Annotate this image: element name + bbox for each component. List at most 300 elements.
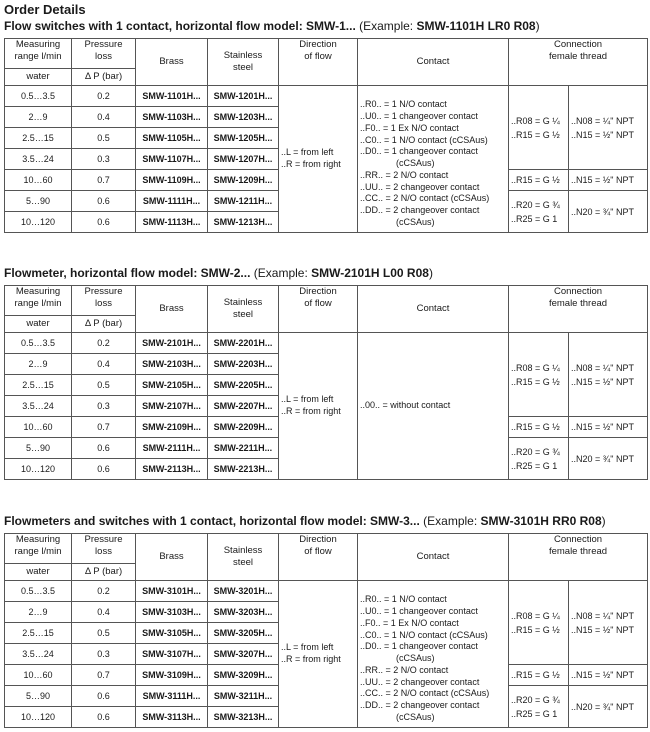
header-text: Stainless — [223, 545, 263, 556]
cell-brass-model — [136, 107, 208, 128]
cell-connection-g — [509, 686, 569, 728]
cell-connection-npt — [569, 686, 648, 728]
model-code: SMW-3101H... — [142, 586, 201, 596]
cell-pressure-loss — [72, 149, 136, 170]
model-code: SMW-2103H... — [142, 359, 201, 369]
section-title-text: Flowmeter, horizontal flow model: SMW-2... — [4, 266, 251, 280]
connection-text: ..N20 = ¾" NPT — [571, 701, 634, 712]
cell-connection-npt — [569, 333, 648, 417]
cell-brass-model — [136, 191, 208, 212]
dp-value: 0.4 — [97, 112, 110, 122]
header-text: female thread — [548, 546, 608, 557]
direction-text: ..L = from left — [281, 394, 334, 405]
cell-range — [5, 644, 72, 665]
model-code: SMW-2201H... — [213, 338, 273, 348]
header-contact — [358, 286, 509, 333]
cell-range — [5, 107, 72, 128]
dp-value: 0.5 — [97, 380, 110, 390]
contact-text: ..D0.. = 1 changeover contact — [360, 641, 478, 652]
header-delta-p — [72, 69, 136, 86]
direction-text: ..R = from right — [281, 654, 341, 664]
range-value: 10…120 — [20, 712, 56, 722]
contact-text: ..DD.. = 2 changeover contact — [360, 700, 480, 711]
cell-range — [5, 686, 72, 707]
cell-stainless-model — [208, 644, 279, 665]
example-label: (Example: — [419, 514, 481, 528]
dp-value: 0.7 — [97, 422, 110, 432]
dp-value: 0.2 — [97, 586, 110, 596]
contact-text: ..R0.. = 1 N/O contact — [360, 594, 447, 605]
header-direction — [279, 534, 358, 581]
range-value: 2.5…15 — [22, 133, 54, 143]
cell-pressure-loss — [72, 191, 136, 212]
direction-text: ..L = from left — [281, 147, 334, 158]
header-direction — [279, 286, 358, 333]
dp-value: 0.6 — [97, 443, 110, 453]
cell-range — [5, 375, 72, 396]
cell-brass-model — [136, 459, 208, 480]
model-code: SMW-2203H... — [213, 359, 273, 369]
model-code: SMW-2207H... — [213, 401, 273, 411]
model-code: SMW-3103H... — [142, 607, 201, 617]
header-text: Contact — [416, 551, 450, 562]
cell-stainless-model — [208, 212, 279, 233]
connection-text: ..R25 = G 1 — [511, 708, 558, 719]
cell-stainless-model — [208, 459, 279, 480]
connection-text: ..R15 = G ½ — [511, 624, 560, 635]
header-text: loss — [95, 546, 112, 557]
model-code: SMW-2111H... — [142, 443, 201, 453]
connection-text: ..R20 = G ¾ — [511, 694, 560, 705]
model-code: SMW-2211H... — [213, 443, 273, 453]
cell-range — [5, 665, 72, 686]
header-text: loss — [95, 51, 112, 62]
connection-text: ..R15 = G ½ — [511, 175, 560, 185]
model-code: SMW-1201H... — [213, 91, 273, 101]
header-text: Stainless — [223, 297, 263, 308]
model-code: SMW-3105H... — [142, 628, 201, 638]
header-text: of flow — [304, 546, 332, 557]
header-text: Δ P (bar) — [84, 566, 123, 577]
connection-text: ..N15 = ½" NPT — [571, 175, 634, 185]
dp-value: 0.3 — [97, 154, 110, 164]
cell-connection-g — [509, 333, 569, 417]
header-text: Measuring — [15, 39, 61, 50]
cell-range — [5, 333, 72, 354]
model-code: SMW-1209H... — [213, 175, 273, 185]
connection-text: ..N15 = ½" NPT — [571, 670, 634, 680]
header-text: female thread — [548, 298, 608, 309]
direction-text: ..L = from left — [281, 642, 334, 653]
example-label: (Example: — [355, 19, 417, 33]
header-water — [5, 564, 72, 581]
cell-range — [5, 581, 72, 602]
cell-pressure-loss — [72, 396, 136, 417]
contact-text: ..U0.. = 1 changeover contact — [360, 605, 478, 616]
header-brass — [136, 534, 208, 581]
header-text: range l/min — [14, 298, 62, 309]
cell-stainless-model — [208, 602, 279, 623]
header-stainless — [208, 39, 279, 86]
cell-stainless-model — [208, 107, 279, 128]
header-text: Measuring — [15, 286, 61, 297]
contact-text: ..R0.. = 1 N/O contact — [360, 99, 447, 110]
header-text: Brass — [159, 56, 184, 67]
dp-value: 0.3 — [97, 649, 110, 659]
header-brass — [136, 286, 208, 333]
cell-brass-model — [136, 354, 208, 375]
contact-text: (cCSAus) — [396, 712, 435, 723]
cell-pressure-loss — [72, 602, 136, 623]
cell-stainless-model — [208, 149, 279, 170]
cell-brass-model — [136, 686, 208, 707]
model-code: SMW-1111H... — [142, 196, 201, 206]
section-title-text: Flow switches with 1 contact, horizontal flow model: SMW-1... — [4, 19, 356, 33]
cell-stainless-model — [208, 623, 279, 644]
header-stainless — [208, 534, 279, 581]
dp-value: 0.5 — [97, 133, 110, 143]
header-measuring-range — [5, 39, 72, 69]
cell-stainless-model — [208, 581, 279, 602]
header-text: Connection — [553, 39, 603, 50]
cell-brass-model — [136, 707, 208, 728]
cell-connection-npt — [569, 191, 648, 233]
contact-text: ..D0.. = 1 changeover contact — [360, 146, 478, 157]
header-pressure-loss — [72, 286, 136, 316]
header-pressure-loss — [72, 39, 136, 69]
header-delta-p — [72, 316, 136, 333]
cell-pressure-loss — [72, 644, 136, 665]
cell-pressure-loss — [72, 212, 136, 233]
table-flowmeters-switches — [4, 533, 647, 728]
table-flow-switches — [4, 38, 647, 233]
model-code: SMW-1113H... — [142, 217, 201, 227]
cell-brass-model — [136, 644, 208, 665]
range-value: 2.5…15 — [22, 628, 54, 638]
range-value: 0.5…3.5 — [20, 586, 56, 596]
example-code: SMW-3101H RR0 R08 — [480, 514, 602, 528]
cell-connection-g — [509, 438, 569, 480]
model-code: SMW-3211H... — [213, 691, 273, 701]
header-text: Direction — [299, 286, 337, 297]
connection-text: ..N15 = ½" NPT — [571, 376, 634, 387]
cell-range — [5, 623, 72, 644]
cell-connection-npt — [569, 581, 648, 665]
connection-text: ..N20 = ¾" NPT — [571, 453, 634, 464]
header-water — [5, 69, 72, 86]
range-value: 10…60 — [23, 422, 53, 432]
model-code: SMW-3205H... — [213, 628, 273, 638]
model-code: SMW-3209H... — [213, 670, 273, 680]
model-code: SMW-3111H... — [142, 691, 201, 701]
contact-text: ..U0.. = 1 changeover contact — [360, 110, 478, 121]
cell-stainless-model — [208, 438, 279, 459]
cell-contact — [358, 86, 509, 233]
header-contact — [358, 39, 509, 86]
cell-brass-model — [136, 417, 208, 438]
cell-pressure-loss — [72, 686, 136, 707]
cell-stainless-model — [208, 686, 279, 707]
connection-text: ..R08 = G ¼ — [511, 362, 560, 373]
cell-pressure-loss — [72, 107, 136, 128]
header-text: Δ P (bar) — [84, 71, 123, 82]
header-text: female thread — [548, 51, 608, 62]
contact-text: ..F0.. = 1 Ex N/O contact — [360, 122, 459, 133]
contact-text: ..CC.. = 2 N/O contact (cCSAus) — [360, 688, 490, 699]
model-code: SMW-1101H... — [142, 91, 201, 101]
header-text: loss — [95, 298, 112, 309]
cell-brass-model — [136, 86, 208, 107]
header-text: water — [26, 566, 50, 577]
cell-range — [5, 212, 72, 233]
cell-range — [5, 170, 72, 191]
header-contact — [358, 534, 509, 581]
model-code: SMW-2209H... — [213, 422, 273, 432]
header-text: Brass — [159, 303, 184, 314]
header-measuring-range — [5, 286, 72, 316]
connection-text: ..R20 = G ¾ — [511, 199, 560, 210]
header-pressure-loss — [72, 534, 136, 564]
header-stainless — [208, 286, 279, 333]
contact-text: ..RR.. = 2 N/O contact — [360, 169, 449, 180]
model-code: SMW-2101H... — [142, 338, 201, 348]
header-text: Pressure — [84, 534, 123, 545]
model-code: SMW-1107H... — [142, 154, 201, 164]
cell-connection-npt — [569, 438, 648, 480]
model-code: SMW-1211H... — [213, 196, 273, 206]
model-code: SMW-1109H... — [142, 175, 201, 185]
cell-pressure-loss — [72, 438, 136, 459]
cell-stainless-model — [208, 191, 279, 212]
contact-text: (cCSAus) — [396, 158, 435, 169]
header-connection — [509, 39, 648, 86]
connection-text: ..R08 = G ¼ — [511, 115, 560, 126]
cell-connection-g — [509, 191, 569, 233]
connection-text: ..N15 = ½" NPT — [571, 624, 634, 635]
dp-value: 0.5 — [97, 628, 110, 638]
dp-value: 0.4 — [97, 607, 110, 617]
dp-value: 0.2 — [97, 338, 110, 348]
cell-connection-npt — [569, 86, 648, 170]
contact-text: ..C0.. = 1 N/O contact (cCSAus) — [360, 134, 488, 145]
range-value: 5…90 — [25, 691, 51, 701]
contact-text: ..00.. = without contact — [360, 400, 451, 411]
dp-value: 0.3 — [97, 401, 110, 411]
range-value: 10…120 — [20, 464, 56, 474]
cell-pressure-loss — [72, 417, 136, 438]
header-direction — [279, 39, 358, 86]
cell-brass-model — [136, 396, 208, 417]
contact-text: ..F0.. = 1 Ex N/O contact — [360, 617, 459, 628]
connection-text: ..R08 = G ¼ — [511, 610, 560, 621]
range-value: 3.5…24 — [22, 401, 54, 411]
model-code: SMW-3113H... — [142, 712, 201, 722]
cell-stainless-model — [208, 354, 279, 375]
section-title-flowmeters-switches — [4, 514, 606, 528]
cell-pressure-loss — [72, 459, 136, 480]
model-code: SMW-1105H... — [142, 133, 201, 143]
cell-stainless-model — [208, 665, 279, 686]
model-code: SMW-2113H... — [142, 464, 201, 474]
dp-value: 0.7 — [97, 670, 110, 680]
header-text: range l/min — [14, 51, 62, 62]
header-text: Measuring — [15, 534, 61, 545]
cell-brass-model — [136, 170, 208, 191]
contact-text: ..C0.. = 1 N/O contact (cCSAus) — [360, 629, 488, 640]
header-text: Connection — [553, 286, 603, 297]
range-value: 5…90 — [25, 443, 51, 453]
cell-range — [5, 438, 72, 459]
cell-brass-model — [136, 602, 208, 623]
connection-text: ..R15 = G ½ — [511, 129, 560, 140]
range-value: 0.5…3.5 — [20, 91, 56, 101]
header-water — [5, 316, 72, 333]
cell-pressure-loss — [72, 581, 136, 602]
header-text: Connection — [553, 534, 603, 545]
cell-stainless-model — [208, 128, 279, 149]
cell-pressure-loss — [72, 375, 136, 396]
connection-text: ..N08 = ¼" NPT — [571, 610, 634, 621]
header-text: of flow — [304, 51, 332, 62]
page-title: Order Details — [4, 2, 86, 17]
header-delta-p — [72, 564, 136, 581]
cell-range — [5, 191, 72, 212]
range-value: 10…60 — [23, 175, 53, 185]
header-text: Contact — [416, 303, 450, 314]
model-code: SMW-3213H... — [213, 712, 273, 722]
cell-range — [5, 707, 72, 728]
header-text: Stainless — [223, 50, 263, 61]
cell-pressure-loss — [72, 170, 136, 191]
cell-stainless-model — [208, 707, 279, 728]
header-text: range l/min — [14, 546, 62, 557]
cell-direction — [279, 333, 358, 480]
connection-text: ..R20 = G ¾ — [511, 446, 560, 457]
dp-value: 0.6 — [97, 691, 110, 701]
cell-stainless-model — [208, 86, 279, 107]
direction-text: ..R = from right — [281, 406, 341, 416]
cell-range — [5, 354, 72, 375]
cell-range — [5, 602, 72, 623]
dp-value: 0.6 — [97, 196, 110, 206]
model-code: SMW-3203H... — [213, 607, 273, 617]
header-text: Brass — [159, 551, 184, 562]
cell-range — [5, 396, 72, 417]
header-text: Pressure — [84, 286, 123, 297]
cell-stainless-model — [208, 417, 279, 438]
example-end: ) — [428, 266, 433, 280]
section-title-text: Flowmeters and switches with 1 contact, horizontal flow model: SMW-3... — [4, 514, 420, 528]
cell-connection-npt — [569, 170, 648, 191]
cell-range — [5, 459, 72, 480]
cell-pressure-loss — [72, 86, 136, 107]
cell-brass-model — [136, 149, 208, 170]
cell-brass-model — [136, 212, 208, 233]
range-value: 5…90 — [25, 196, 51, 206]
model-code: SMW-2109H... — [142, 422, 201, 432]
dp-value: 0.6 — [97, 464, 110, 474]
section-title-flowmeter — [4, 266, 433, 280]
cell-brass-model — [136, 333, 208, 354]
cell-contact — [358, 333, 509, 480]
contact-text: ..RR.. = 2 N/O contact — [360, 664, 449, 675]
range-value: 10…120 — [20, 217, 56, 227]
example-label: (Example: — [250, 266, 312, 280]
cell-pressure-loss — [72, 333, 136, 354]
model-code: SMW-3109H... — [142, 670, 201, 680]
range-value: 2…9 — [28, 359, 48, 369]
cell-pressure-loss — [72, 665, 136, 686]
header-text: Δ P (bar) — [84, 318, 123, 329]
cell-pressure-loss — [72, 354, 136, 375]
cell-connection-g — [509, 581, 569, 665]
example-end: ) — [601, 514, 606, 528]
connection-text: ..N08 = ¼" NPT — [571, 362, 634, 373]
header-text: steel — [232, 62, 254, 73]
header-text: steel — [232, 309, 254, 320]
model-code: SMW-3207H... — [213, 649, 273, 659]
connection-text: ..N08 = ¼" NPT — [571, 115, 634, 126]
cell-direction — [279, 581, 358, 728]
connection-text: ..R25 = G 1 — [511, 213, 558, 224]
range-value: 3.5…24 — [22, 154, 54, 164]
header-text: water — [26, 318, 50, 329]
cell-connection-g — [509, 417, 569, 438]
model-code: SMW-2205H... — [213, 380, 273, 390]
connection-text: ..R25 = G 1 — [511, 460, 558, 471]
model-code: SMW-2213H... — [213, 464, 273, 474]
model-code: SMW-3201H... — [213, 586, 273, 596]
model-code: SMW-3107H... — [142, 649, 201, 659]
model-code: SMW-1207H... — [213, 154, 273, 164]
model-code: SMW-2107H... — [142, 401, 201, 411]
section-title-flow-switches — [4, 19, 540, 33]
header-text: Direction — [299, 534, 337, 545]
cell-range — [5, 128, 72, 149]
cell-stainless-model — [208, 333, 279, 354]
range-value: 2.5…15 — [22, 380, 54, 390]
range-value: 2…9 — [28, 607, 48, 617]
example-code: SMW-2101H L00 R08 — [311, 266, 429, 280]
header-text: water — [26, 71, 50, 82]
header-text: of flow — [304, 298, 332, 309]
cell-connection-g — [509, 86, 569, 170]
connection-text: ..R15 = G ½ — [511, 670, 560, 680]
header-brass — [136, 39, 208, 86]
header-text: Pressure — [84, 39, 123, 50]
connection-text: ..N15 = ½" NPT — [571, 129, 634, 140]
cell-range — [5, 417, 72, 438]
model-code: SMW-1203H... — [213, 112, 273, 122]
cell-connection-g — [509, 665, 569, 686]
header-text: steel — [232, 557, 254, 568]
model-code: SMW-1103H... — [142, 112, 201, 122]
range-value: 3.5…24 — [22, 649, 54, 659]
cell-pressure-loss — [72, 707, 136, 728]
dp-value: 0.7 — [97, 175, 110, 185]
cell-range — [5, 149, 72, 170]
cell-stainless-model — [208, 375, 279, 396]
connection-text: ..R15 = G ½ — [511, 422, 560, 432]
cell-brass-model — [136, 128, 208, 149]
header-connection — [509, 286, 648, 333]
direction-text: ..R = from right — [281, 159, 341, 169]
connection-text: ..N20 = ¾" NPT — [571, 206, 634, 217]
dp-value: 0.2 — [97, 91, 110, 101]
cell-brass-model — [136, 665, 208, 686]
range-value: 0.5…3.5 — [20, 338, 56, 348]
example-end: ) — [535, 19, 540, 33]
